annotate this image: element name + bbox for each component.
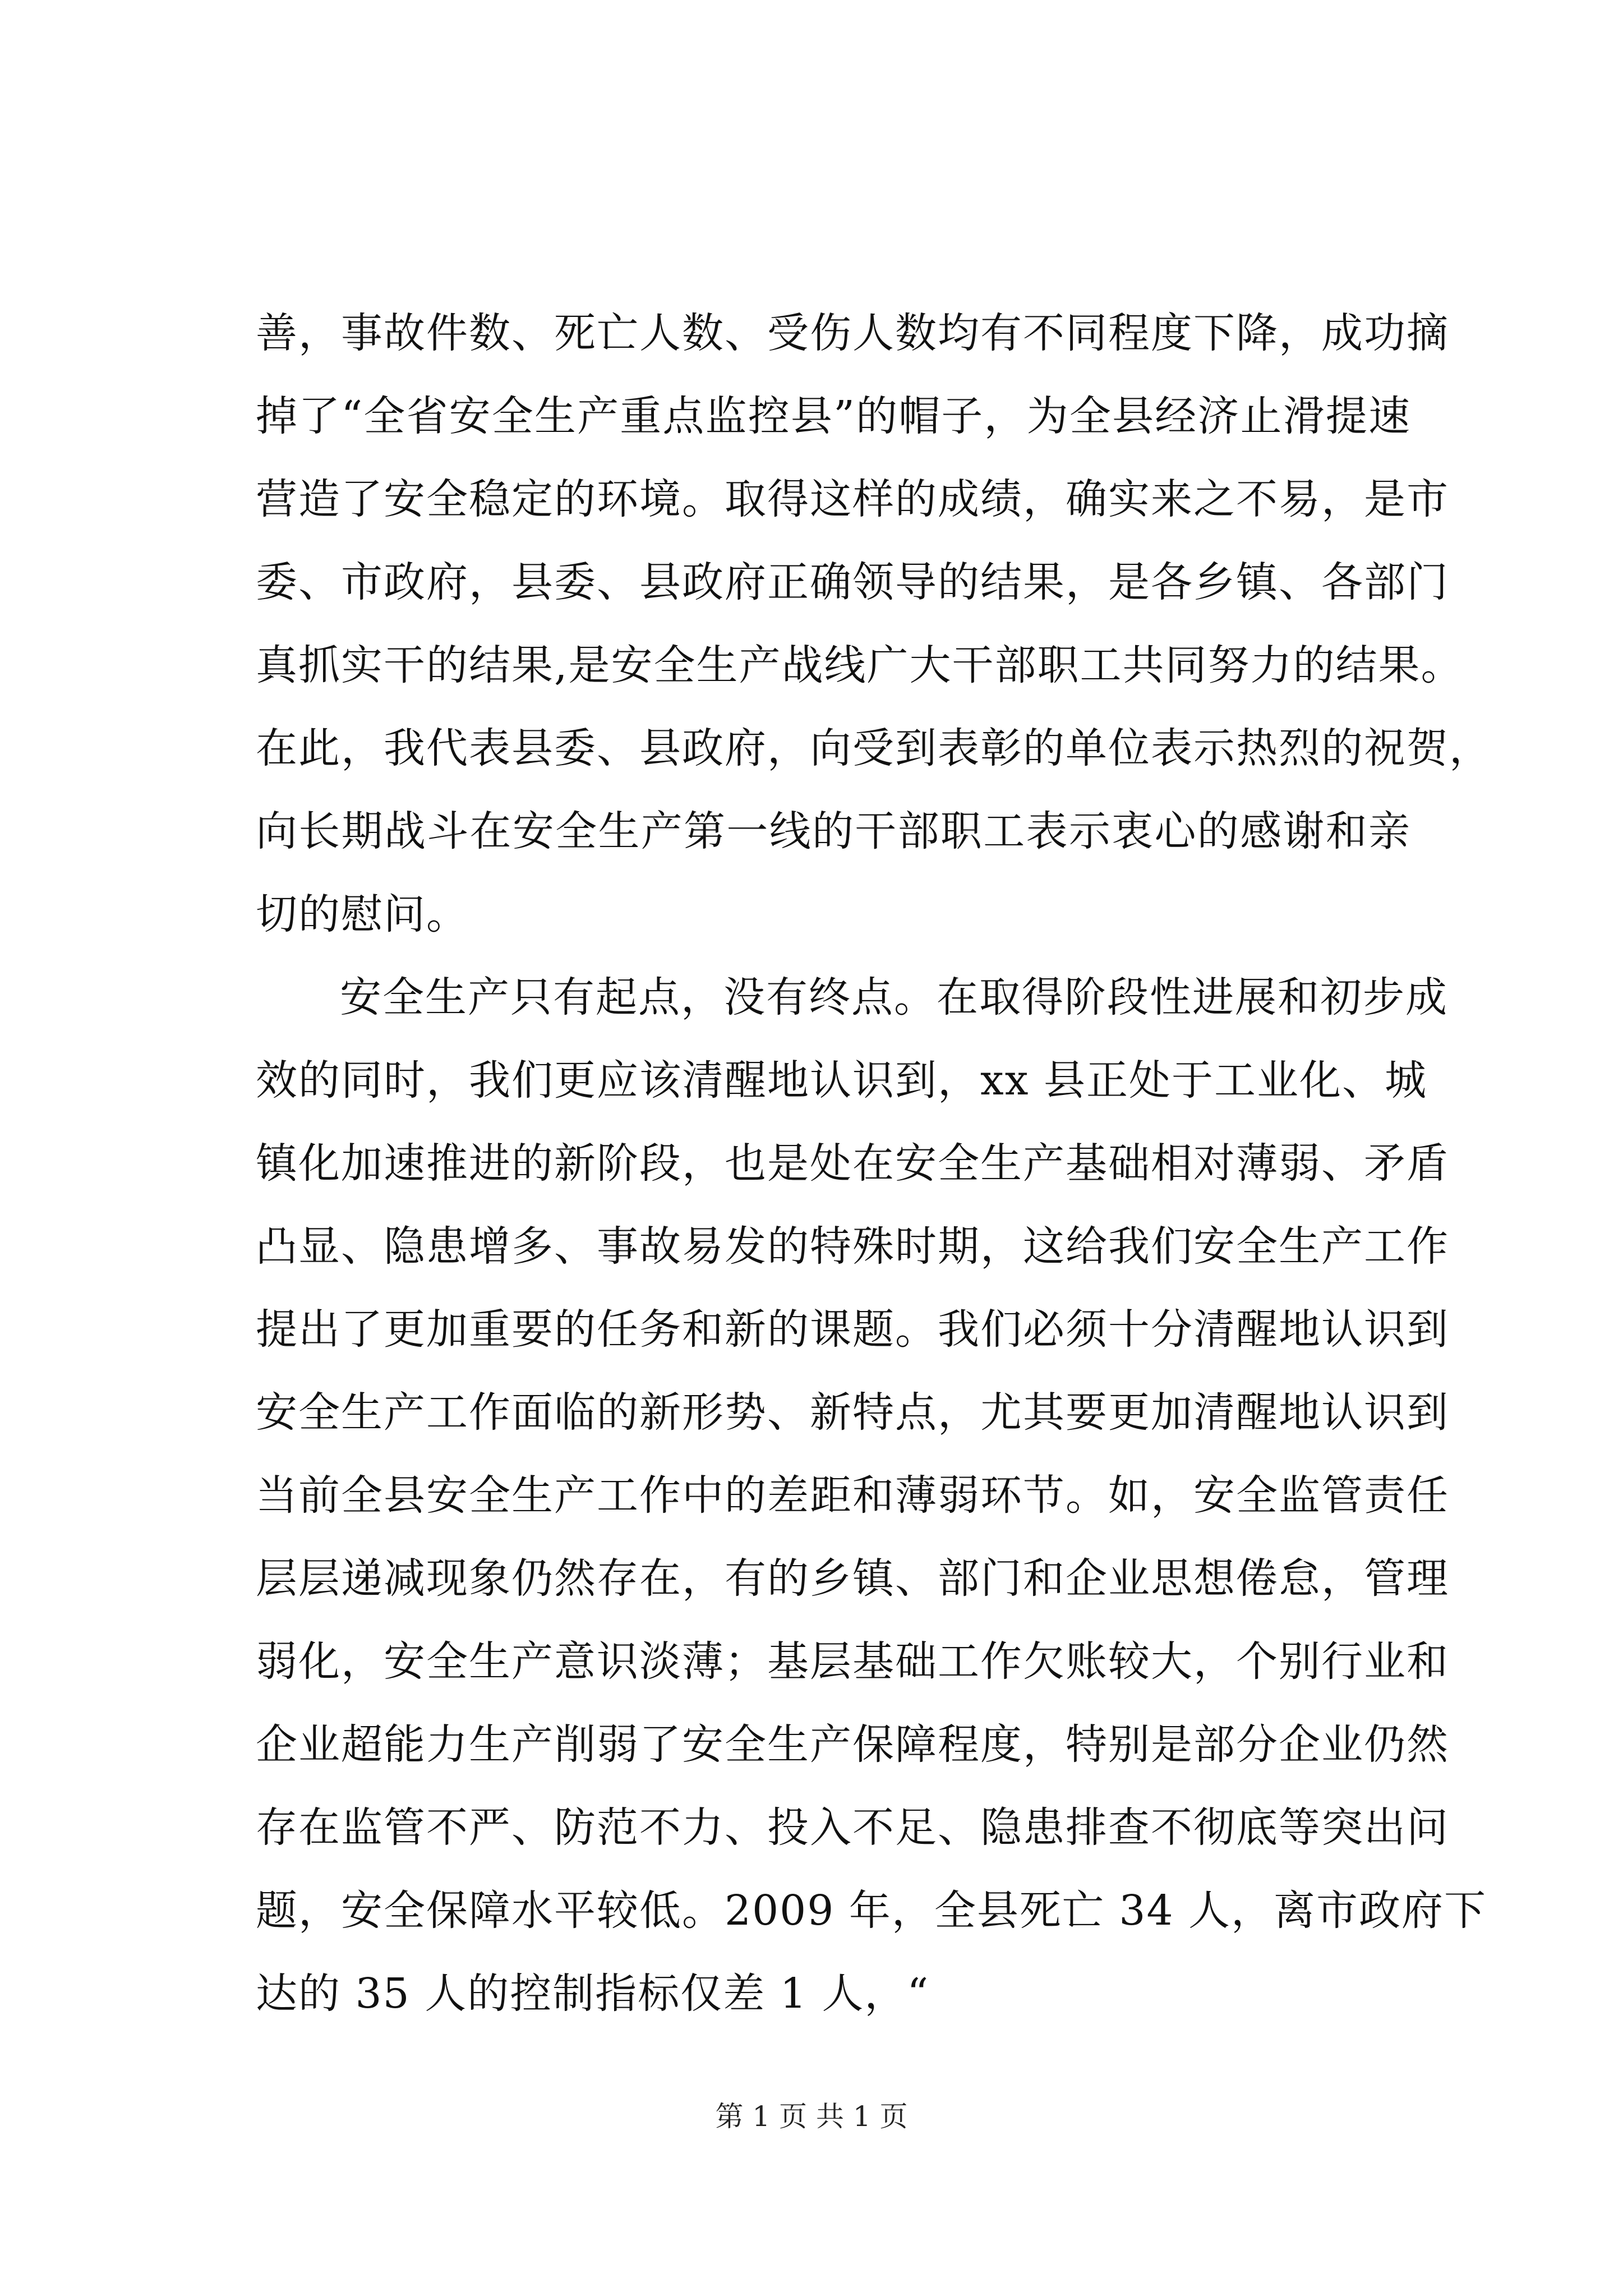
document-body <box>256 292 1492 2035</box>
text-line: 层层递减现象仍然存在，有的乡镇、部门和企业思想倦怠，管理 <box>256 1554 1449 1603</box>
text-line: 善，事故件数、死亡人数、受伤人数均有不同程度下降，成功摘 <box>256 309 1449 357</box>
text-line: 效的同时，我们更应该清醒地认识到，xx 县正处于工业化、城 <box>256 1056 1427 1105</box>
text-line: 提出了更加重要的任务和新的课题。我们必须十分清醒地认识到 <box>256 1305 1449 1354</box>
text-line: 当前全县安全生产工作中的差距和薄弱环节。如，安全监管责任 <box>256 1471 1449 1520</box>
text-line: 弱化，安全生产意识淡薄；基层基础工作欠账较大，个别行业和 <box>256 1637 1449 1686</box>
text-line: 切的慰问。 <box>256 890 469 938</box>
text-line: 企业超能力生产削弱了安全生产保障程度，特别是部分企业仍然 <box>256 1720 1449 1769</box>
text-line: 镇化加速推进的新阶段，也是处在安全生产基础相对薄弱、矛盾 <box>256 1139 1449 1188</box>
text-line: 达的 35 人的控制指标仅差 1 人，“ <box>256 1970 930 2018</box>
text-line: 安全生产工作面临的新形势、新特点，尤其要更加清醒地认识到 <box>256 1388 1449 1437</box>
page-number-footer: 第 1 页 共 1 页 <box>715 2100 908 2133</box>
text-line: 在此，我代表县委、县政府，向受到表彰的单位表示热烈的祝贺， <box>256 724 1492 772</box>
text-line: 营造了安全稳定的环境。取得这样的成绩，确实来之不易，是市 <box>256 475 1449 523</box>
text-line: 掉了“全省安全生产重点监控县”的帽子，为全县经济止滑提速 <box>256 392 1411 440</box>
text-line: 题，安全保障水平较低。2009 年，全县死亡 34 人，离市政府下 <box>256 1887 1487 1935</box>
paragraph-start-line: 安全生产只有起点，没有终点。在取得阶段性进展和初步成 <box>340 973 1448 1022</box>
text-line: 存在监管不严、防范不力、投入不足、隐患排查不彻底等突出问 <box>256 1803 1449 1852</box>
text-line: 真抓实干的结果,是安全生产战线广大干部职工共同努力的结果。 <box>256 641 1464 689</box>
text-line: 委、市政府，县委、县政府正确领导的结果，是各乡镇、各部门 <box>256 558 1449 606</box>
text-line: 凸显、隐患增多、事故易发的特殊时期，这给我们安全生产工作 <box>256 1222 1449 1271</box>
text-line: 向长期战斗在安全生产第一线的干部职工表示衷心的感谢和亲 <box>256 807 1411 855</box>
